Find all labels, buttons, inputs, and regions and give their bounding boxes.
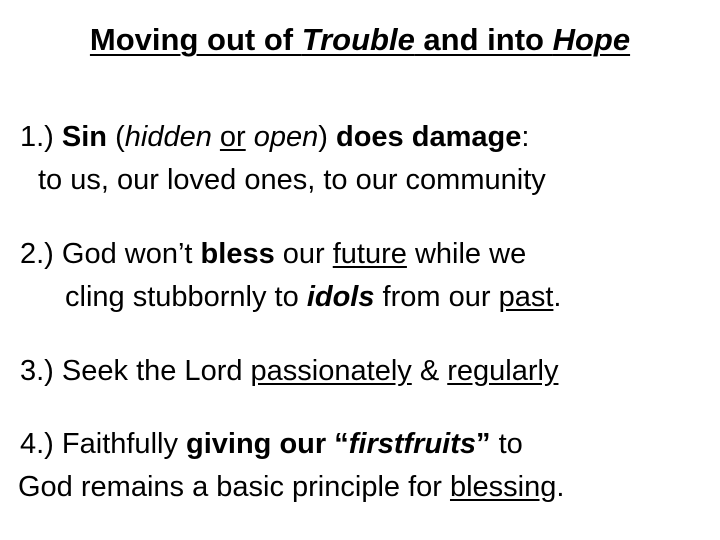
text-segment: from our: [374, 281, 499, 313]
point-4-line-1: [20, 423, 710, 466]
point-2-number: 2.): [20, 238, 62, 270]
text-segment: .: [553, 281, 562, 313]
point-1-line-2: to us, our loved ones, to our community: [38, 164, 546, 196]
point-3-number: 3.): [20, 355, 62, 387]
sin-text: Sin: [61, 121, 108, 153]
blessing-text: blessing: [449, 471, 557, 503]
idols-text: idols: [306, 281, 375, 313]
passionately-text: passionately: [250, 355, 412, 387]
does-damage-text: does damage: [336, 121, 522, 153]
point-1-number: 1.): [20, 121, 62, 153]
open-text: open: [253, 121, 319, 153]
text-segment: Faithfully: [61, 428, 187, 460]
giving-text: giving our “: [186, 428, 349, 460]
point-4-line-2: [18, 466, 710, 509]
text-segment: while we: [406, 238, 527, 270]
text-segment: cling stubbornly to: [65, 281, 307, 313]
title-pre: Moving out of: [89, 22, 302, 57]
paren-open: (: [107, 121, 125, 153]
firstfruits-text: firstfruits: [348, 428, 477, 460]
point-2: [20, 233, 710, 319]
hidden-text: hidden: [124, 121, 212, 153]
title-mid: and into: [414, 22, 553, 57]
space: [212, 121, 220, 153]
future-text: future: [332, 238, 407, 270]
or-text: or: [219, 121, 246, 153]
point-3-line-1: [20, 350, 710, 393]
slide-title: [0, 22, 720, 58]
point-4: [20, 423, 710, 509]
point-1-line-1: [20, 116, 710, 159]
text-segment: Seek the Lord: [61, 355, 251, 387]
title-trouble: Trouble: [301, 22, 415, 57]
point-1: [20, 116, 710, 202]
regularly-text: regularly: [447, 355, 559, 387]
bless-text: bless: [200, 238, 275, 270]
close-quote: ”: [476, 428, 491, 460]
text-segment: God won’t: [61, 238, 201, 270]
title-hope: Hope: [552, 22, 631, 57]
point-2-line-2: [20, 276, 710, 319]
text-segment: God remains a basic principle for: [18, 471, 450, 503]
paren-close: ): [318, 121, 336, 153]
point-3: [20, 350, 710, 393]
text-segment: .: [556, 471, 565, 503]
point-2-line-1: [20, 233, 710, 276]
text-segment: to: [490, 428, 523, 460]
point-4-number: 4.): [20, 428, 62, 460]
text-segment: &: [411, 355, 448, 387]
text-segment: our: [274, 238, 333, 270]
colon: :: [521, 121, 530, 153]
past-text: past: [498, 281, 554, 313]
space: [246, 121, 254, 153]
